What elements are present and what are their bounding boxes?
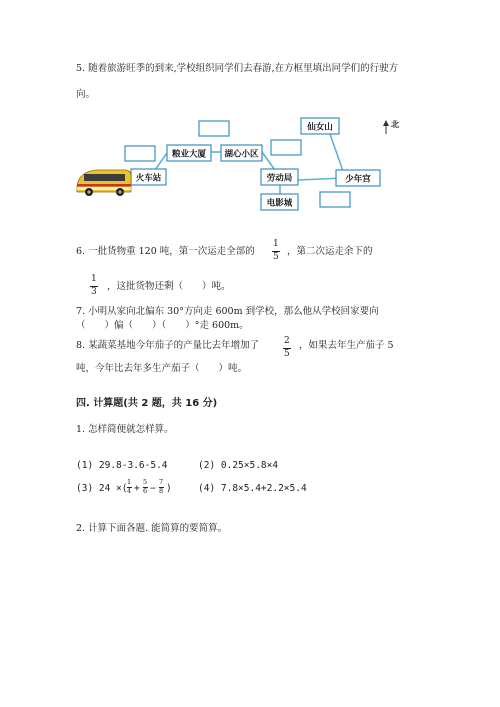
q5-line1: 5. 随着旅游旺季的到来,学校组织同学们去春游,在方框里填出同学们的行驶方 bbox=[76, 63, 399, 74]
q5-line2: 向。 bbox=[76, 89, 96, 100]
answer-box-2 bbox=[199, 121, 229, 136]
q6-part2: ，第二次运走余下的 bbox=[287, 246, 373, 257]
bus-icon bbox=[77, 170, 131, 196]
calc1-p3-suffix: ) bbox=[166, 483, 172, 494]
place-fairy-mountain: 仙女山 bbox=[307, 122, 333, 133]
calc1-problem-1: (1) 29.8-3.6-5.4 bbox=[76, 460, 168, 471]
calc1-problem-3-prefix: (3) 24 ×( bbox=[76, 483, 128, 494]
q6-fraction-2: 1 3 bbox=[91, 274, 97, 297]
north-arrow-icon bbox=[383, 119, 399, 134]
q8-fraction: 2 5 bbox=[284, 336, 290, 359]
q8-line2: 吨，今年比去年多生产茄子（ ）吨。 bbox=[76, 363, 248, 374]
q7-line2: （ ）偏（ ）（ ）°走 600m。 bbox=[76, 320, 249, 331]
q8-part1: 8. 某蔬菜基地今年茄子的产量比去年增加了 bbox=[76, 340, 260, 351]
q6-part1: 6. 一批货物重 120 吨，第一次运走全部的 bbox=[76, 246, 255, 257]
calc1-p3-op2: − bbox=[150, 483, 156, 494]
answer-box-1 bbox=[125, 146, 155, 161]
calc1-p3-op1: + bbox=[134, 483, 140, 494]
place-railway-station: 火车站 bbox=[135, 173, 162, 184]
route-lines bbox=[150, 134, 344, 194]
route-map bbox=[0, 112, 500, 222]
calc1-p3-fraction-2: 5 6 bbox=[143, 478, 148, 496]
calc1-p3-fraction-1: 1 4 bbox=[127, 478, 132, 496]
q6-fraction-1: 1 5 bbox=[273, 239, 279, 262]
calc1-p3-fraction-3: 7 8 bbox=[159, 478, 164, 496]
north-label: 北 bbox=[391, 120, 399, 129]
answer-box-4 bbox=[320, 192, 350, 207]
place-cinema: 电影城 bbox=[266, 198, 293, 209]
place-grain-building: 粮业大厦 bbox=[171, 149, 207, 160]
calc2-heading: 2. 计算下面各题. 能简算的要简算。 bbox=[76, 523, 228, 534]
q7-line1: 7. 小明从家向北偏东 30°方向走 600m 到学校，那么他从学校回家要向 bbox=[76, 306, 379, 317]
place-lake-community: 湖心小区 bbox=[224, 149, 259, 160]
calc1-problem-2: (2) 0.25×5.8×4 bbox=[198, 460, 279, 471]
calc1-heading: 1. 怎样简便就怎样算。 bbox=[76, 424, 174, 435]
place-youth-palace: 少年宫 bbox=[345, 174, 371, 185]
place-labor-bureau: 劳动局 bbox=[266, 173, 293, 184]
q8-part2: ，如果去年生产茄子 5 bbox=[299, 340, 394, 351]
calc1-problem-4: (4) 7.8×5.4+2.2×5.4 bbox=[198, 483, 307, 494]
section4-title: 四. 计算题(共 2 题，共 16 分) bbox=[76, 398, 218, 409]
answer-box-3 bbox=[271, 140, 301, 155]
q6-part3: ，这批货物还剩（ ）吨。 bbox=[107, 281, 231, 292]
